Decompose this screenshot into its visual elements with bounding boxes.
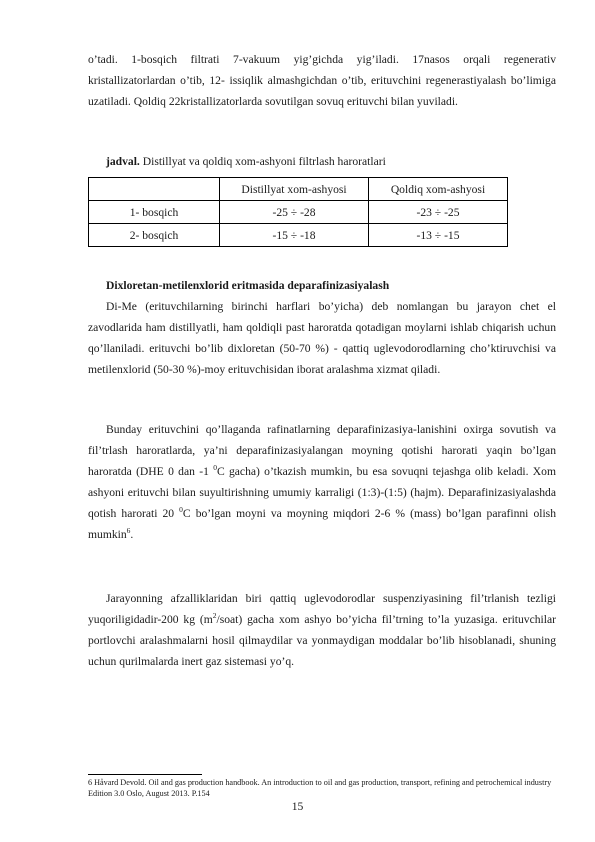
- footnote-divider: [88, 774, 202, 775]
- table-cell: 2- bosqich: [89, 224, 220, 247]
- table-cell: -13 ÷ -15: [369, 224, 508, 247]
- table-header-cell: [89, 178, 220, 201]
- table-caption-label: jadval.: [106, 155, 140, 168]
- paragraph-process: Di-Me (erituvchilarning birinchi harflari bo’yicha) deb nomlangan bu jarayon chet el zavodlarida ham distillyatli, ham qoldiqli past haroratda qotadigan moylarni ishlab chiqarish uchun qo’llaniladi. erituvchi bo’lib dixloretan (50-70 %) - qattiq uglevodorodlarning cho’ktiruvchisi va metilenxlorid (50-30 %)-moy erituvchisidan iborat aralashma xizmat qiladi.: [88, 300, 556, 377]
- table-row: [89, 201, 508, 224]
- filtration-temperature-table: [88, 177, 508, 247]
- page-number: 15: [291, 800, 304, 813]
- table-header-cell: Qoldiq xom-ashyosi: [369, 178, 508, 201]
- table-caption: [88, 151, 556, 172]
- table-cell: 1- bosqich: [89, 201, 220, 224]
- section-heading: Dixloretan-metilenxlorid eritmasida deparafinizasiyalash: [106, 279, 390, 292]
- table-cell: -23 ÷ -25: [369, 201, 508, 224]
- square-superscript: 2: [212, 611, 217, 621]
- footnote-reference: 6: [126, 526, 131, 536]
- paragraph-intro: o’tadi. 1-bosqich filtrati 7-vakuum yig’gichda yig’iladi. 17nasos orqali regenerativ kristallizatorlardan o’tib, 12- issiqlik almashgichdan o’tib, erituvchini regenerastiyalash bo’limiga uzatiladi. Qoldiq 22kristallizatorlarda sovutilgan sovuq erituvchi bilan yuviladi.: [88, 53, 556, 109]
- degree-superscript: 0: [213, 463, 217, 473]
- paragraph-conditions: Bunday erituvchini qo’llaganda rafinatlarning deparafinizasiya-lanishini oxirga sovutish va fil’trlash haroratlarda, ya’ni deparafinizasiyalangan moyning qotishi harorati yaqin bo’lgan haroratda (DHE 0 dan -1 $^0$C gacha) o’tkazish mumkin, bu esa sovuqni tejashga olib keladi. Xom ashyoni erituvchi bilan suyultirishning umumiy karraligi (1:3)-(1:5) (hajm). Deparafinizasiyalashda qotish harorati 20 $^0$C bo’lgan moyni va moyning miqdori 2-6 % (mass) bo’lgan parafinni olish mumkin$^6$.: [88, 423, 556, 542]
- degree-superscript: 0: [179, 505, 183, 515]
- table-row: [89, 224, 508, 247]
- footnote: 6 Håvard Devold. Oil and gas production handbook. An introduction to oil and gas production, transport, refining and petrochemical industry Edition 3.0 Oslo, August 2013. P.154: [88, 778, 552, 798]
- table-cell: -15 ÷ -18: [220, 224, 369, 247]
- table-cell: -25 ÷ -28: [220, 201, 369, 224]
- paragraph-advantages: Jarayonning afzalliklaridan biri qattiq uglevodorodlar suspenziyasining fil’trlanish tezligi yuqoriligidadir-200 kg $(m^2/soat)$ gacha xom ashyo bo’yicha fil’trning to’la yuzasiga. erituvchilar portlovchi aralashmalarni hosil qilmaydilar va yonmaydigan moddalar bo’lib hisoblanadi, shuning uchun qurilmalarda inert gaz sistemasi yo’q.: [88, 592, 556, 669]
- table-caption-text: Distillyat va qoldiq xom-ashyoni filtrlash haroratlari: [139, 155, 386, 168]
- table-header-cell: Distillyat xom-ashyosi: [220, 178, 369, 201]
- table-header-row: [89, 178, 508, 201]
